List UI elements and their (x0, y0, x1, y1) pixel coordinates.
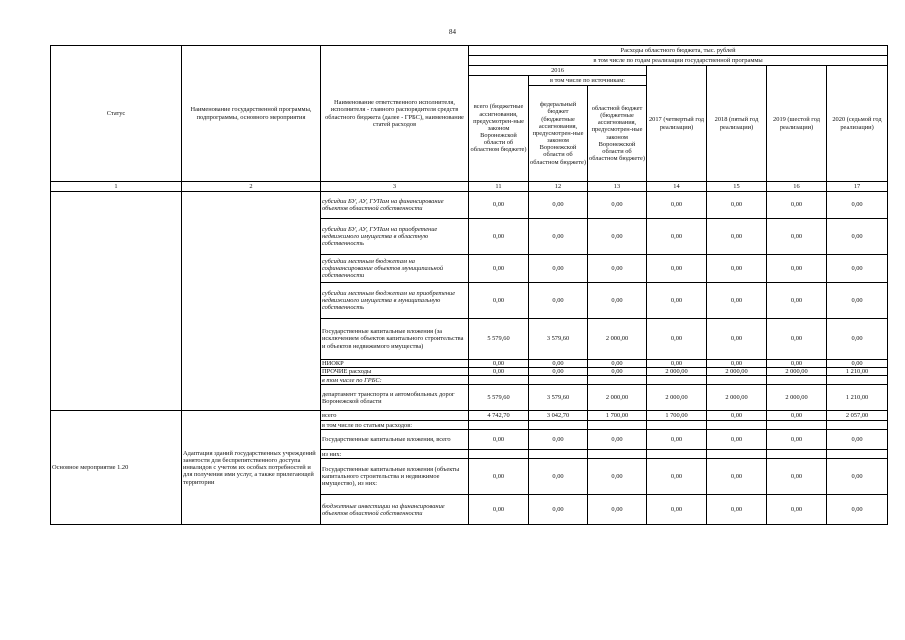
value-cell: 0,00 (529, 219, 588, 255)
row-label: Государственные капитальные вложения (объекты капитального строительства и недвижимое имущество), из них: (321, 459, 469, 495)
header-by-sources: в том числе по источникам: (529, 76, 647, 86)
value-cell: 0,00 (469, 360, 529, 368)
value-cell: 0,00 (469, 495, 529, 525)
value-cell: 2 000,00 (588, 385, 647, 411)
row-label: в том числе по ГРБС: (321, 376, 469, 385)
value-cell: 0,00 (588, 219, 647, 255)
value-cell: 0,00 (588, 368, 647, 376)
header-2019: 2019 (шестой год реализации) (767, 66, 827, 182)
column-number: 11 (469, 182, 529, 192)
header-by-years: в том числе по годам реализации государственной программы (469, 56, 888, 66)
value-cell: 5 579,60 (469, 319, 529, 360)
value-cell: 0,00 (647, 495, 707, 525)
value-cell: 0,00 (588, 430, 647, 450)
value-cell: 1 210,00 (827, 368, 888, 376)
column-number: 12 (529, 182, 588, 192)
row-label: субсидии БУ, АУ, ГУПам на приобретение недвижимого имущества в областную собственность (321, 219, 469, 255)
value-cell: 0,00 (707, 283, 767, 319)
value-cell: 0,00 (588, 360, 647, 368)
row-label: Государственные капитальные вложения (за исключением объектов капитального строительства и объектов недвижимого имущества) (321, 319, 469, 360)
value-cell: 3 579,60 (529, 319, 588, 360)
column-number: 16 (767, 182, 827, 192)
row-label: субсидии местным бюджетам на софинансирование объектов муниципальной собственности (321, 255, 469, 283)
value-cell: 0,00 (827, 283, 888, 319)
header-regional: областной бюджет (бюджетные ассигнования, предусмотрен-ные законом Воронежской области об областном бюджете) (588, 86, 647, 182)
value-cell: 0,00 (707, 430, 767, 450)
column-number: 2 (182, 182, 321, 192)
value-cell: 0,00 (647, 360, 707, 368)
column-number: 14 (647, 182, 707, 192)
header-2017: 2017 (четвертый год реализации) (647, 66, 707, 182)
header-2020: 2020 (седьмой год реализации) (827, 66, 888, 182)
value-cell: 0,00 (827, 459, 888, 495)
measure-status: Основное мероприятие 1.20 (51, 411, 182, 525)
value-cell: 0,00 (469, 192, 529, 219)
value-cell: 0,00 (767, 360, 827, 368)
value-cell: 0,00 (827, 360, 888, 368)
value-cell: 0,00 (529, 459, 588, 495)
value-cell: 0,00 (827, 495, 888, 525)
value-cell: 0,00 (767, 192, 827, 219)
header-federal: федеральный бюджет (бюджетные ассигнования, предусмотрен-ные законом Воронежской области об областном бюджете) (529, 86, 588, 182)
column-number: 17 (827, 182, 888, 192)
value-cell: 0,00 (767, 283, 827, 319)
value-cell: 0,00 (588, 255, 647, 283)
value-cell: 0,00 (827, 192, 888, 219)
value-cell: 0,00 (707, 255, 767, 283)
value-cell: 0,00 (707, 192, 767, 219)
header-program-name: Наименование государственной программы, подпрограммы, основного мероприятия (182, 46, 321, 182)
value-cell: 0,00 (767, 411, 827, 421)
value-cell: 0,00 (529, 495, 588, 525)
value-cell: 0,00 (647, 283, 707, 319)
row-label: департамент транспорта и автомобильных дорог Воронежской области (321, 385, 469, 411)
value-cell: 0,00 (647, 319, 707, 360)
value-cell: 0,00 (529, 360, 588, 368)
row-label: всего (321, 411, 469, 421)
value-cell: 1 700,00 (647, 411, 707, 421)
value-cell: 2 000,00 (707, 368, 767, 376)
value-cell: 0,00 (707, 319, 767, 360)
value-cell: 0,00 (588, 495, 647, 525)
header-year-2016: 2016 (469, 66, 647, 76)
value-cell: 5 579,60 (469, 385, 529, 411)
value-cell: 3 579,60 (529, 385, 588, 411)
value-cell: 0,00 (529, 430, 588, 450)
value-cell: 2 000,00 (707, 385, 767, 411)
row-label: бюджетные инвестиции на финансирование объектов областной собственности (321, 495, 469, 525)
value-cell: 2 000,00 (647, 385, 707, 411)
value-cell: 0,00 (707, 411, 767, 421)
value-cell: 3 042,70 (529, 411, 588, 421)
value-cell: 0,00 (767, 430, 827, 450)
table-row (51, 411, 888, 421)
page-number: 84 (449, 28, 456, 36)
row-label: НИОКР (321, 360, 469, 368)
value-cell: 2 057,00 (827, 411, 888, 421)
value-cell: 4 742,70 (469, 411, 529, 421)
value-cell: 0,00 (469, 459, 529, 495)
value-cell: 1 700,00 (588, 411, 647, 421)
value-cell: 0,00 (707, 495, 767, 525)
column-number: 1 (51, 182, 182, 192)
value-cell: 2 000,00 (588, 319, 647, 360)
row-label: ПРОЧИЕ расходы (321, 368, 469, 376)
row-label: субсидии БУ, АУ, ГУПам на финансирование объектов областной собственности (321, 192, 469, 219)
value-cell: 0,00 (827, 430, 888, 450)
value-cell: 0,00 (767, 495, 827, 525)
value-cell: 0,00 (529, 255, 588, 283)
header-2018: 2018 (пятый год реализации) (707, 66, 767, 182)
row-label: Государственные капитальные вложения, всего (321, 430, 469, 450)
header-total: всего (бюджетные ассигнования, предусмотрен-ные законом Воронежской области об областном бюджете) (469, 76, 529, 182)
value-cell: 0,00 (707, 360, 767, 368)
value-cell: 0,00 (588, 192, 647, 219)
value-cell: 0,00 (827, 319, 888, 360)
value-cell: 0,00 (469, 219, 529, 255)
value-cell: 0,00 (767, 319, 827, 360)
column-number-row (51, 182, 888, 192)
value-cell: 0,00 (469, 430, 529, 450)
header-expenses-title: Расходы областного бюджета, тыс. рублей (469, 46, 888, 56)
value-cell: 0,00 (529, 192, 588, 219)
row-label: из них: (321, 450, 469, 459)
value-cell: 0,00 (647, 459, 707, 495)
value-cell: 0,00 (469, 368, 529, 376)
value-cell: 2 000,00 (767, 368, 827, 376)
program-cell-empty (182, 192, 321, 411)
measure-name: Адаптация зданий государственных учреждений занятости для беспрепятственного доступа инвалидов с учетом их особых потребностей и для получения ими услуг, а также прилегающей территории (182, 411, 321, 525)
value-cell: 1 210,00 (827, 385, 888, 411)
value-cell: 0,00 (529, 283, 588, 319)
value-cell: 0,00 (767, 459, 827, 495)
row-label: в том числе по статьям расходов: (321, 421, 469, 430)
header-executor: Наименование ответственного исполнителя, исполнителя - главного распорядителя средств областного бюджета (далее - ГРБС), наименование статей расходов (321, 46, 469, 182)
column-number: 3 (321, 182, 469, 192)
value-cell: 0,00 (707, 219, 767, 255)
table-row (51, 192, 888, 219)
status-cell-empty (51, 192, 182, 411)
value-cell: 0,00 (469, 283, 529, 319)
row-label: субсидии местным бюджетам на приобретение недвижимого имущества в муниципальную собственность (321, 283, 469, 319)
value-cell: 2 000,00 (647, 368, 707, 376)
value-cell: 0,00 (827, 219, 888, 255)
value-cell: 2 000,00 (767, 385, 827, 411)
value-cell: 0,00 (767, 255, 827, 283)
value-cell: 0,00 (647, 255, 707, 283)
value-cell: 0,00 (767, 219, 827, 255)
value-cell: 0,00 (827, 255, 888, 283)
value-cell: 0,00 (469, 255, 529, 283)
value-cell: 0,00 (647, 219, 707, 255)
value-cell: 0,00 (588, 283, 647, 319)
value-cell: 0,00 (588, 459, 647, 495)
value-cell: 0,00 (647, 192, 707, 219)
budget-table (50, 45, 888, 525)
header-status: Статус (51, 46, 182, 182)
value-cell: 0,00 (707, 459, 767, 495)
column-number: 13 (588, 182, 647, 192)
column-number: 15 (707, 182, 767, 192)
value-cell: 0,00 (529, 368, 588, 376)
value-cell: 0,00 (647, 430, 707, 450)
